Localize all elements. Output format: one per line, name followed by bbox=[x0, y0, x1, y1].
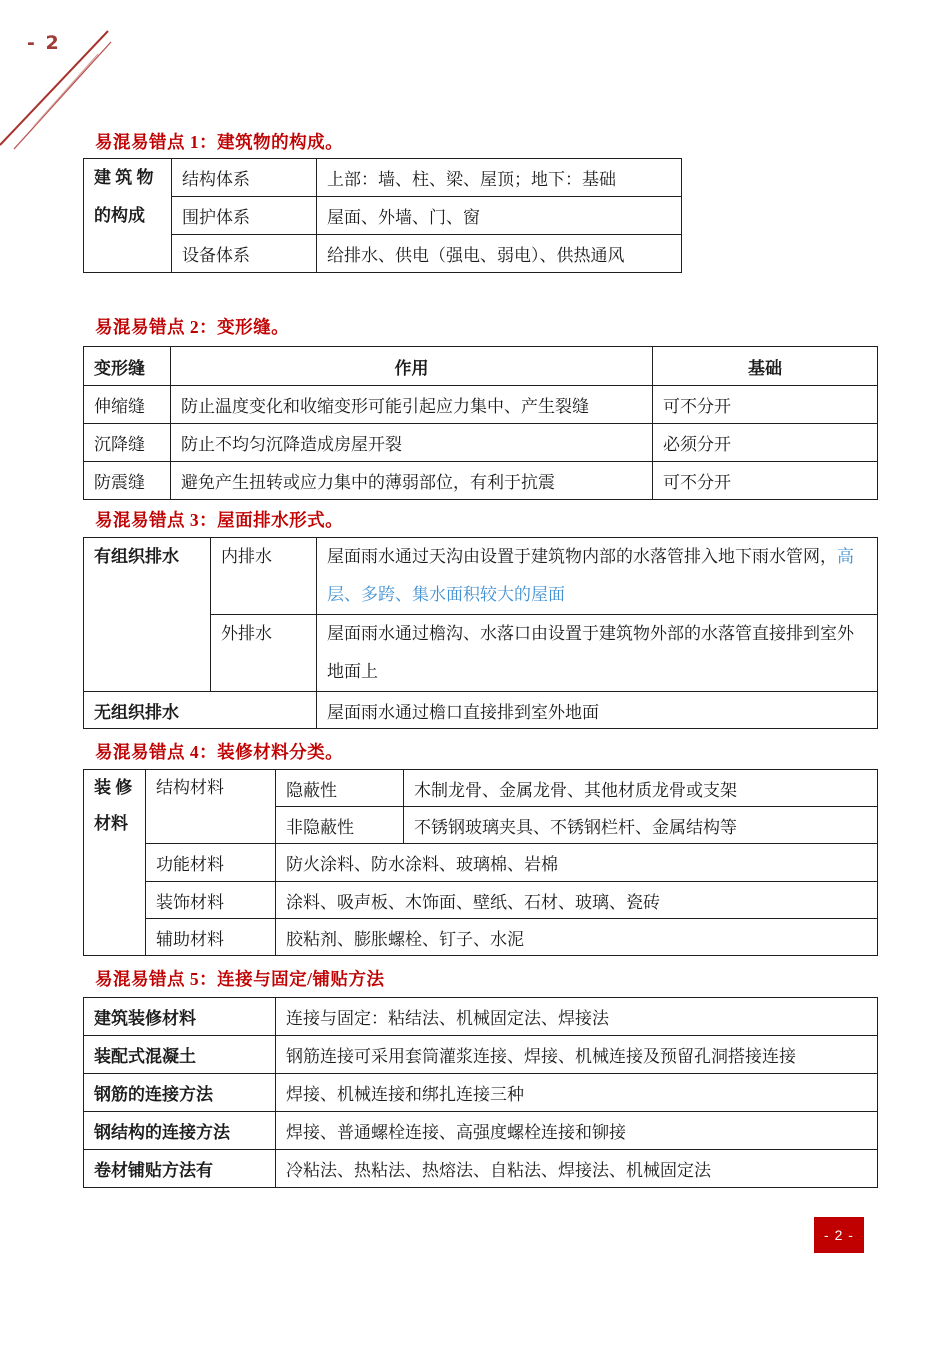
table4-sub-label: 非隐蔽性 bbox=[276, 807, 404, 844]
table3-unorganized-content: 屋面雨水通过檐口直接排到室外地面 bbox=[317, 692, 878, 729]
building-composition-table bbox=[83, 158, 682, 273]
table2-effect: 避免产生扭转或应力集中的薄弱部位，有利于抗震 bbox=[171, 462, 653, 500]
table2-header-effect: 作用 bbox=[171, 347, 653, 386]
table2-header-basis: 基础 bbox=[653, 347, 878, 386]
table2-basis: 必须分开 bbox=[653, 424, 878, 462]
table3-inner-content-blue: 高层、多跨、集水面积较大的屋面 bbox=[327, 547, 854, 604]
table3-inner-content-black: 屋面雨水通过天沟由设置于建筑物内部的水落管排入地下雨水管网， bbox=[327, 547, 837, 566]
table4-label: 功能材料 bbox=[146, 844, 276, 882]
section-5-heading: 易混易错点 5：连接与固定/铺贴方法 bbox=[95, 969, 385, 989]
table2-header-type: 变形缝 bbox=[84, 347, 171, 386]
table2-effect: 防止温度变化和收缩变形可能引起应力集中、产生裂缝 bbox=[171, 386, 653, 424]
section-3-heading: 易混易错点 3：屋面排水形式。 bbox=[95, 510, 344, 530]
table4-sub-label: 隐蔽性 bbox=[276, 770, 404, 807]
table2-type: 伸缩缝 bbox=[84, 386, 171, 424]
table1-rowhead-cell bbox=[84, 159, 172, 273]
corner-page-mark: - 2 bbox=[27, 32, 61, 54]
page-number-badge: - 2 - bbox=[814, 1217, 864, 1253]
table2-type: 防震缝 bbox=[84, 462, 171, 500]
table3-inner-content bbox=[317, 538, 878, 615]
table5-content: 焊接、机械连接和绑扎连接三种 bbox=[276, 1074, 878, 1112]
table4-structural-label: 结构材料 bbox=[146, 770, 276, 844]
table5-label: 建筑装修材料 bbox=[84, 998, 276, 1036]
table5-content: 焊接、普通螺栓连接、高强度螺栓连接和铆接 bbox=[276, 1112, 878, 1150]
table1-label: 设备体系 bbox=[172, 235, 317, 273]
table4-content: 不锈钢玻璃夹具、不锈钢栏杆、金属结构等 bbox=[404, 807, 878, 844]
table5-label: 装配式混凝土 bbox=[84, 1036, 276, 1074]
table4-rowhead-line2: 材料 bbox=[94, 814, 128, 833]
table4-content: 涂料、吸声板、木饰面、壁纸、石材、玻璃、瓷砖 bbox=[276, 882, 878, 919]
table5-content: 钢筋连接可采用套筒灌浆连接、焊接、机械连接及预留孔洞搭接连接 bbox=[276, 1036, 878, 1074]
table4-label: 辅助材料 bbox=[146, 919, 276, 956]
table3-outer-content: 屋面雨水通过檐沟、水落口由设置于建筑物外部的水落管直接排到室外地面上 bbox=[317, 615, 878, 692]
table4-rowhead-line1: 装 修 bbox=[94, 778, 133, 797]
table2-basis: 可不分开 bbox=[653, 462, 878, 500]
table4-content: 胶粘剂、膨胀螺栓、钉子、水泥 bbox=[276, 919, 878, 956]
table4-label: 装饰材料 bbox=[146, 882, 276, 919]
table5-content: 冷粘法、热粘法、热熔法、自粘法、焊接法、机械固定法 bbox=[276, 1150, 878, 1188]
table2-effect: 防止不均匀沉降造成房屋开裂 bbox=[171, 424, 653, 462]
table3-outer-label: 外排水 bbox=[211, 615, 317, 692]
table1-rowhead-line1: 建 筑 物 bbox=[94, 168, 154, 187]
table1-label: 围护体系 bbox=[172, 197, 317, 235]
table1-content: 屋面、外墙、门、窗 bbox=[317, 197, 682, 235]
table4-rowhead-cell bbox=[84, 770, 146, 956]
section-1-heading: 易混易错点 1：建筑物的构成。 bbox=[95, 132, 344, 152]
table5-label: 钢筋的连接方法 bbox=[84, 1074, 276, 1112]
page-content bbox=[83, 0, 879, 1188]
table1-rowhead-line2: 的构成 bbox=[94, 206, 145, 225]
table4-content: 木制龙骨、金属龙骨、其他材质龙骨或支架 bbox=[404, 770, 878, 807]
table2-basis: 可不分开 bbox=[653, 386, 878, 424]
decoration-materials-table bbox=[83, 769, 878, 956]
table4-content: 防火涂料、防水涂料、玻璃棉、岩棉 bbox=[276, 844, 878, 882]
section-4-heading: 易混易错点 4：装修材料分类。 bbox=[95, 742, 344, 762]
table1-content: 上部：墙、柱、梁、屋顶；地下：基础 bbox=[317, 159, 682, 197]
section-2-heading: 易混易错点 2：变形缝。 bbox=[95, 317, 290, 337]
table5-label: 卷材铺贴方法有 bbox=[84, 1150, 276, 1188]
table2-type: 沉降缝 bbox=[84, 424, 171, 462]
deformation-joint-table bbox=[83, 346, 878, 500]
table3-unorganized-label: 无组织排水 bbox=[84, 692, 317, 729]
table1-content: 给排水、供电（强电、弱电）、供热通风 bbox=[317, 235, 682, 273]
connection-methods-table bbox=[83, 997, 878, 1188]
table3-inner-label: 内排水 bbox=[211, 538, 317, 615]
roof-drainage-table bbox=[83, 537, 878, 729]
table1-label: 结构体系 bbox=[172, 159, 317, 197]
table3-organized-label: 有组织排水 bbox=[84, 538, 211, 692]
table5-content: 连接与固定：粘结法、机械固定法、焊接法 bbox=[276, 998, 878, 1036]
table5-label: 钢结构的连接方法 bbox=[84, 1112, 276, 1150]
